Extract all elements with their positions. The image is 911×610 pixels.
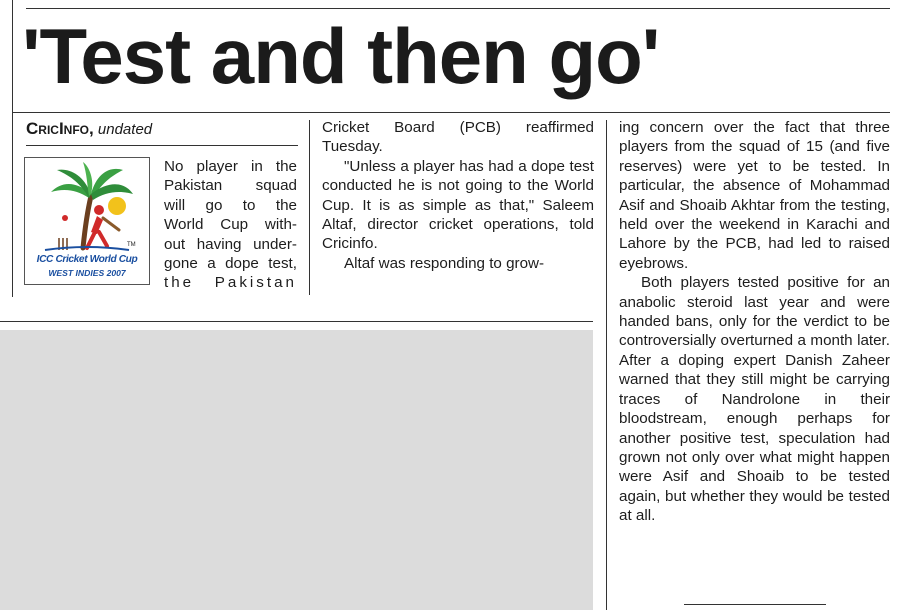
logo-subtitle: WEST INDIES 2007 [48,268,126,278]
col1-line-5: out having under- [164,235,297,253]
column-divider-2 [606,120,607,610]
byline [26,120,152,139]
world-cup-logo [24,157,150,285]
col1-line-2: Pakistan squad [164,177,297,195]
photo-top-rule [0,321,593,322]
column-divider-1 [309,120,310,295]
col2-paragraph-3: Altaf was responding to grow- [344,254,545,272]
trademark-mark: TM [127,242,136,248]
column-1 [164,157,297,293]
column-2 [322,118,594,273]
logo-title: ICC Cricket World Cup [36,254,138,265]
col1-line-7: the Pakistan [164,274,297,292]
col2-paragraph-1: Cricket Board (PCB) reaffirmed Tuesday. [322,119,594,156]
column-3 [619,118,890,526]
photo-placeholder [0,330,593,610]
byline-rule [26,145,298,146]
col3-paragraph-1: ing concern over the fact that three players from the squad of 15 (and five reserves) were yet to be tested. In particular, the absence of Mohammad Asif and Shoaib Akhtar from the testing, held over the weekend in Karachi and Lahore by the PCB, had led to raised eyebrows. [619,119,890,272]
col1-line-1: No player in the [164,158,297,175]
col3-paragraph-2: Both players tested positive for an anabolic steroid last year and were handed bans, only for the verdict to be controversially overturned a month later. After a doping expert Danish Zaheer warned that they still might be carrying traces of Nandrolone in their bloodstream, enough perhaps for another positive test, speculation had grown not only over what might happen were Asif and Shoaib to be tested again, but whether they would be tested at all. [619,274,890,525]
article-end-rule [684,604,826,605]
headline-bottom-rule [12,112,890,113]
headline: 'Test and then go' [22,12,660,100]
left-border-rule [12,0,13,297]
col1-line-3: will go to the [164,196,297,214]
col1-line-6: gone a dope test, [164,255,297,273]
col1-line-4: World Cup with- [164,216,297,234]
byline-source: CricInfo, [26,119,94,138]
byline-date: undated [97,121,153,138]
col2-paragraph-2: "Unless a player has had a dope test conducted he is not going to the World Cup. It is as simple as that," Saleem Altaf, director cricket operations, told Cricinfo. [322,157,594,253]
